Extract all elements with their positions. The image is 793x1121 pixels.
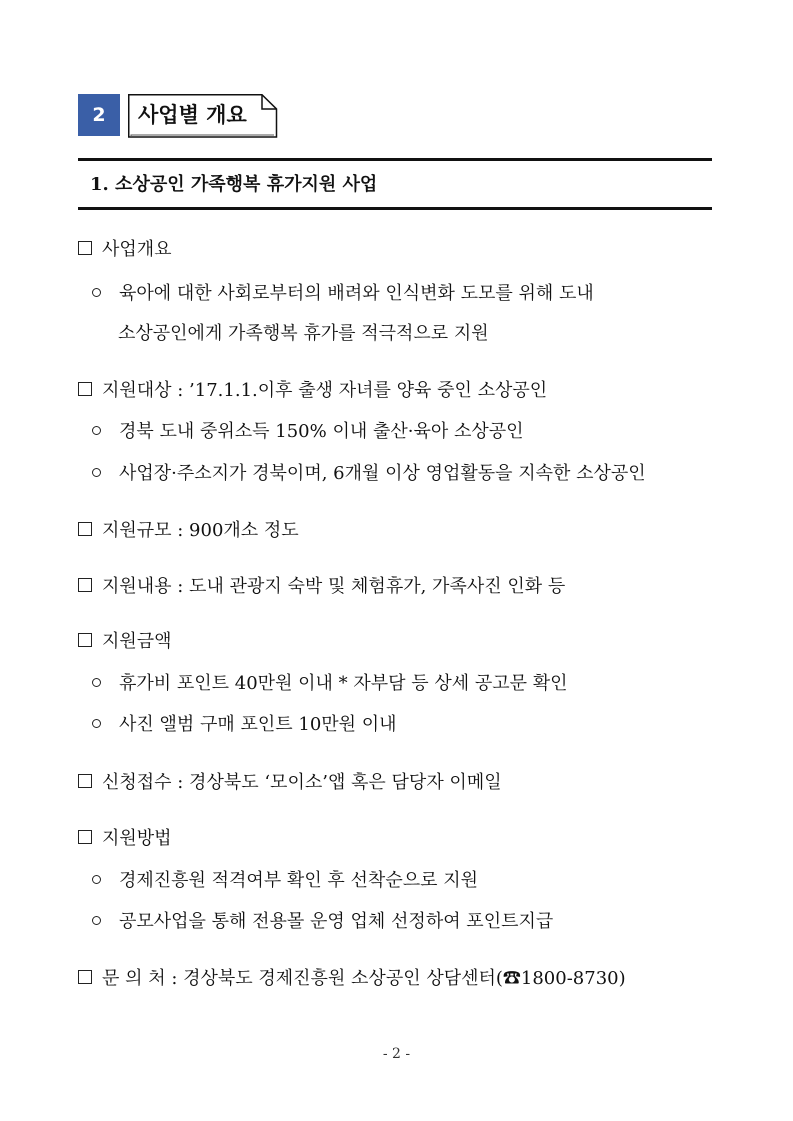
item-amount: [78, 629, 172, 655]
bullet-text: 공모사업을 통해 전용몰 운영 업체 선정하여 포인트지급: [119, 911, 554, 932]
item-text: 사업개요: [102, 239, 172, 260]
item-overview: [78, 237, 172, 263]
bullet-text: 경북 도내 중위소득 150% 이내 출산·육아 소상공인: [119, 421, 524, 442]
bullet-overview-1-cont: 소상공인에게 가족행복 휴가를 적극적으로 지원: [118, 323, 489, 344]
item-text: 지원방법: [102, 828, 172, 849]
item-scale: [78, 518, 299, 544]
bullet-text: 육아에 대한 사회로부터의 배려와 인식변화 도모를 위해 도내: [119, 283, 594, 304]
section-number: 2: [78, 94, 120, 136]
bullet-overview-1: [92, 281, 594, 307]
item-text: 문 의 처 : 경상북도 경제진흥원 소상공인 상담센터(☎1800-8730): [102, 968, 626, 989]
item-text: 신청접수 : 경상북도 ‘모이소’앱 혹은 담당자 이메일: [102, 772, 502, 793]
bullet-text: 경제진흥원 적격여부 확인 후 선착순으로 지원: [119, 870, 478, 891]
subsection-rule-top: [78, 158, 712, 161]
item-apply: [78, 770, 502, 796]
item-contact: [78, 966, 626, 992]
circle-bullet-icon: [92, 875, 101, 884]
item-text: 지원내용 : 도내 관광지 숙박 및 체험휴가, 가족사진 인화 등: [102, 576, 566, 597]
bullet-target-1: [92, 419, 524, 445]
checkbox-icon: [78, 522, 92, 536]
circle-bullet-icon: [92, 916, 101, 925]
circle-bullet-icon: [92, 288, 101, 297]
page-number: - 2 -: [382, 1046, 411, 1062]
bullet-text: 사진 앨범 구매 포인트 10만원 이내: [119, 714, 397, 735]
circle-bullet-icon: [92, 678, 101, 687]
circle-bullet-icon: [92, 426, 101, 435]
bullet-method-2: [92, 909, 553, 935]
item-method: [78, 826, 172, 852]
bullet-text: 사업장·주소지가 경북이며, 6개월 이상 영업활동을 지속한 소상공인: [119, 463, 646, 484]
bullet-amount-2: [92, 712, 397, 738]
bullet-amount-1: [92, 671, 568, 697]
bullet-text: 휴가비 포인트 40만원 이내 * 자부담 등 상세 공고문 확인: [119, 673, 568, 694]
bullet-target-2: [92, 461, 646, 487]
item-text: 지원대상 : ’17.1.1.이후 출생 자녀를 양육 중인 소상공인: [102, 380, 548, 401]
checkbox-icon: [78, 633, 92, 647]
circle-bullet-icon: [92, 468, 101, 477]
item-content: [78, 574, 565, 600]
section-title-box: [128, 94, 278, 138]
item-text: 지원규모 : 900개소 정도: [102, 520, 299, 541]
item-text: 지원금액: [102, 631, 172, 652]
checkbox-icon: [78, 830, 92, 844]
circle-bullet-icon: [92, 719, 101, 728]
checkbox-icon: [78, 578, 92, 592]
item-target: [78, 378, 547, 404]
checkbox-icon: [78, 970, 92, 984]
checkbox-icon: [78, 774, 92, 788]
section-title: 사업별 개요: [138, 103, 247, 127]
checkbox-icon: [78, 241, 92, 255]
subsection-rule-bottom: [78, 207, 712, 210]
bullet-method-1: [92, 868, 478, 894]
checkbox-icon: [78, 382, 92, 396]
subsection-title: 1. 소상공인 가족행복 휴가지원 사업: [90, 174, 378, 195]
